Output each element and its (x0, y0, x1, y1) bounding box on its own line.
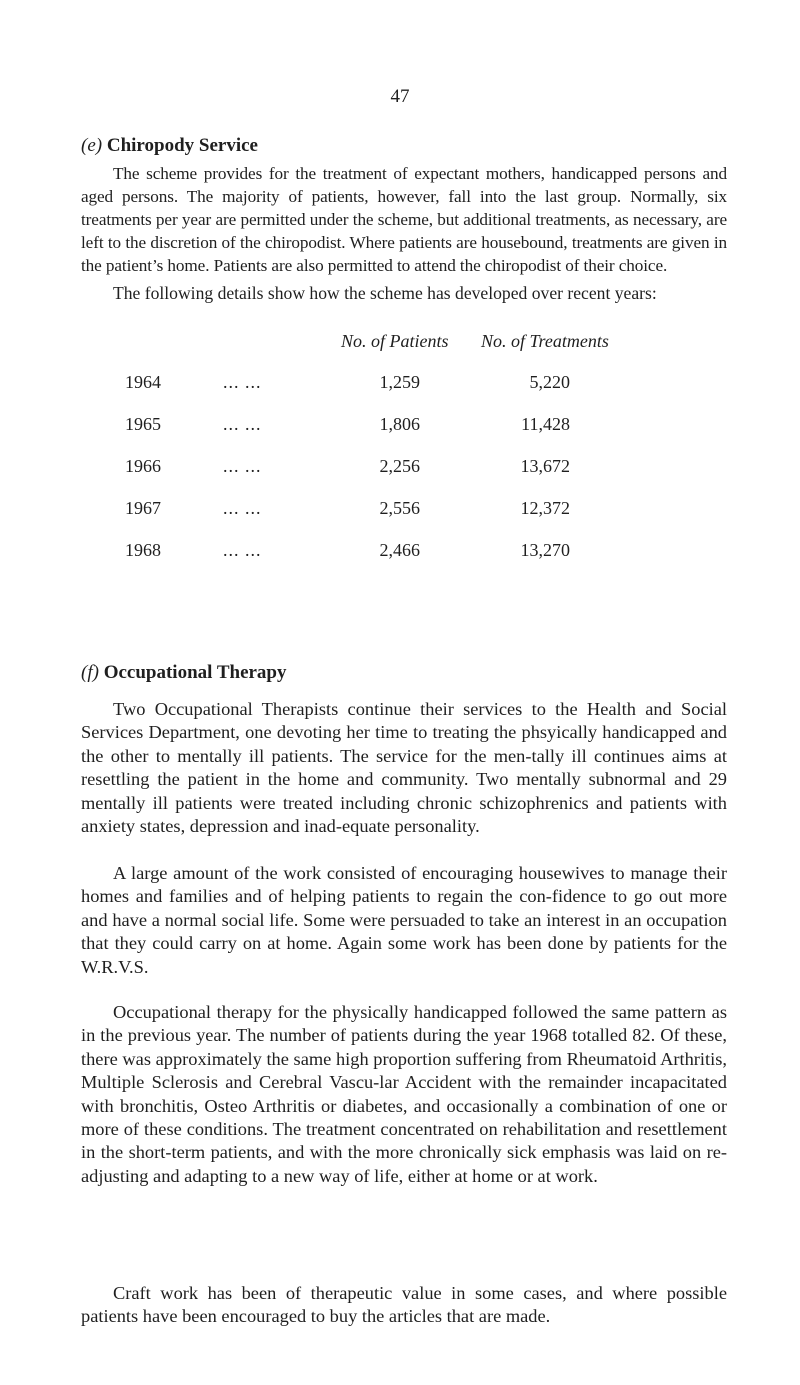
section-f-marker: (f) (81, 662, 99, 683)
page-number: 47 (390, 86, 410, 107)
table-header-treatments: No. of Treatments (481, 331, 609, 351)
section-e-title: Chiropody Service (106, 135, 258, 156)
table-cell-treatments: 12,372 (520, 498, 570, 518)
chiropody-paragraph-1: The scheme provides for the treatment of expectant mothers, handicapped persons and aged persons. The majority of patients, however, fall into the last group. Normally, six treatments per year are permitted under the scheme, but additional treatments, as necessary, are left to the discretion of the chiropodist. Where patients are housebound, treatments are given in the patient’s home. Patients are also permitted to attend the chiropodist of their choice. (81, 164, 727, 275)
section-e-heading (81, 135, 258, 157)
table-row (0, 372, 800, 396)
occupational-paragraph-2: A large amount of the work consisted of encouraging housewives to manage their homes and families and of helping patients to regain the con-fidence to go out more and have a normal social life. Some were persuaded to take an interest in an occupation that they could carry on at home. Again some work has been done by patients for the W.R.V.S. (81, 863, 727, 977)
occupational-paragraph-3: Occupational therapy for the physically handicapped followed the same pattern as in the previous year. The number of patients during the year 1968 totalled 82. Of these, there was approximately the same high proportion suffering from Rheumatoid Arthritis, Multiple Sclerosis and Cerebral Vascu-lar Accident with the remainder incapacitated with bronchitis, Osteo Arthritis or diabetes, and occasionally a combination of one or more of these conditions. The treatment concentrated on rehabilitation and resettlement in the short-term patients, and with the more chronically sick emphasis was laid on re-adjusting and adapting to a new way of life, either at home or at work. (81, 1002, 727, 1186)
table-cell-year: 1965 (125, 414, 161, 434)
section-f-title: Occupational Therapy (103, 662, 287, 683)
table-cell-year: 1968 (125, 540, 161, 560)
table-row (0, 540, 800, 564)
section-f-heading (81, 662, 287, 684)
table-cell-patients: 1,806 (379, 414, 420, 434)
table-cell-year: 1964 (125, 372, 161, 392)
table-leader-dots: ... ... (223, 372, 262, 392)
section-e-marker: (e) (81, 135, 103, 156)
table-header-patients: No. of Patients (341, 331, 449, 351)
table-cell-year: 1967 (125, 498, 161, 518)
table-leader-dots: ... ... (223, 414, 262, 434)
table-cell-year: 1966 (125, 456, 161, 476)
chiropody-paragraph-2: The following details show how the scheme has developed over recent years: (113, 283, 657, 303)
table-leader-dots: ... ... (223, 540, 262, 560)
table-cell-treatments: 11,428 (521, 414, 570, 434)
table-row (0, 456, 800, 480)
table-cell-treatments: 13,270 (520, 540, 570, 560)
table-cell-patients: 1,259 (379, 372, 420, 392)
table-cell-treatments: 13,672 (520, 456, 570, 476)
table-cell-patients: 2,556 (379, 498, 420, 518)
table-cell-patients: 2,466 (379, 540, 420, 560)
table-row (0, 414, 800, 438)
occupational-paragraph-4: Craft work has been of therapeutic value in some cases, and where possible patients have been encouraged to buy the articles that are made. (81, 1283, 727, 1327)
table-leader-dots: ... ... (223, 456, 262, 476)
table-cell-treatments: 5,220 (529, 372, 570, 392)
table-leader-dots: ... ... (223, 498, 262, 518)
table-row (0, 498, 800, 522)
table-cell-patients: 2,256 (379, 456, 420, 476)
occupational-paragraph-1: Two Occupational Therapists continue their services to the Health and Social Services Department, one devoting her time to treating the phsyically handicapped and the other to mentally ill patients. The service for the men-tally ill continues aims at resettling the patient in the home and community. Two mentally subnormal and 29 mentally ill patients were treated including chronic schizophrenics and patients with anxiety states, depression and inad-equate personality. (81, 699, 727, 837)
